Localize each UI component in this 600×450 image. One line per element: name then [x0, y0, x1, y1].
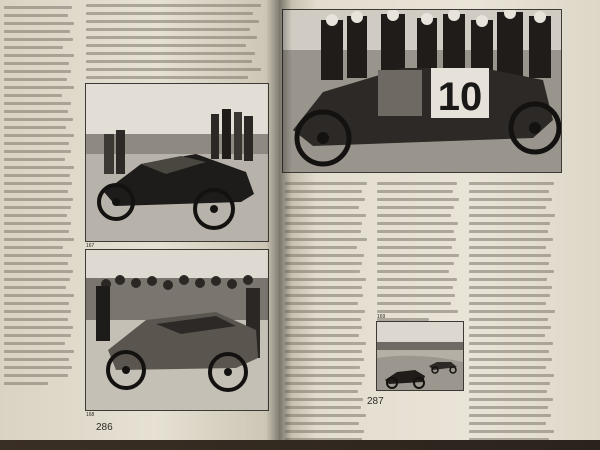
photo-small-race-scene — [377, 322, 463, 390]
right-page-number: 287 — [367, 396, 384, 407]
right-column-1-text — [285, 182, 371, 440]
photo-racing-car-top — [86, 84, 268, 241]
right-column-3-text — [469, 182, 559, 440]
right-column-2-text — [377, 182, 463, 326]
left-column-text — [4, 6, 78, 390]
book-gutter — [266, 0, 292, 440]
right-page — [279, 0, 600, 440]
photo-racing-car-number-10 — [283, 10, 561, 172]
photo-top-caption: 167 — [86, 243, 95, 249]
photo-small-caption: 169 — [377, 314, 386, 320]
left-page — [0, 0, 283, 440]
photo-bottom-caption: 168 — [86, 412, 95, 418]
car-number-marking: 10 — [437, 75, 483, 119]
photo-racing-car-bottom — [86, 250, 268, 410]
left-page-number: 286 — [96, 422, 113, 433]
